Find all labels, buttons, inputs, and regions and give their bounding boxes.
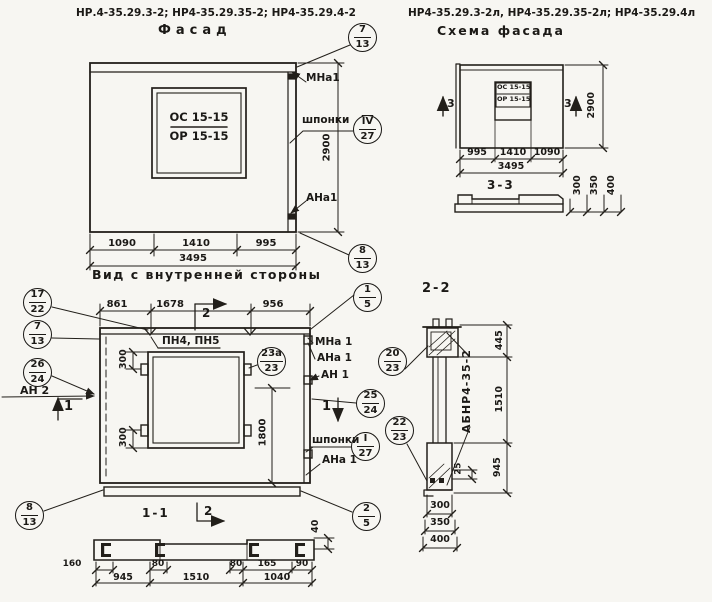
inner-flag-2-bot: 2 [204,504,213,518]
callout-I-27 [351,432,380,461]
scheme-section-mark-left: 3 [447,97,455,110]
inner-dimensions [100,304,310,483]
callout-den: 23 [264,363,279,374]
s11-dim-1510: 1510 [182,572,210,583]
callout-num: 23а [260,349,283,362]
callout-2-5 [352,502,381,531]
facade-dim-left: 1090 [108,238,136,249]
facade-dim-mid: 1410 [182,238,210,249]
callout-den: 13 [355,260,370,271]
inner-dim-top-mid: 1678 [156,299,184,310]
s11-dim-160: 160 [62,559,82,569]
inner-dim-1800: 1800 [257,418,269,447]
scheme-profile-dim-400: 400 [605,175,617,196]
s11-dim-80a: 80 [151,559,165,569]
callout-num: 17 [29,290,46,303]
callout-den: 27 [358,448,373,459]
scheme-profile-dim-300: 300 [571,175,583,196]
scheme-dim-height: 2900 [585,92,597,119]
callout-num: 7 [354,25,371,38]
inner-label-an2: АН 2 [20,384,50,397]
callout-num: 26 [29,360,46,373]
s11-dim-40: 40 [309,519,321,533]
inner-label-pn: ПН4, ПН5 [162,335,220,347]
scheme-dim-total: 3495 [497,161,525,172]
s11-dim-1040: 1040 [263,572,291,583]
inner-dim-300-bot: 300 [117,427,129,448]
s22-dim-300: 300 [430,500,450,511]
facade-panel [90,63,296,232]
inner-label-ana1: АНа 1 [317,352,352,364]
callout-num: 22 [391,418,408,431]
facade-label-ana1: АНа1 [306,192,338,204]
scheme-codes: НР4-35.29.3-2л, НР4-35.29.35-2л; НР4-35.29.4л [408,7,696,19]
callout-den: 13 [355,39,370,50]
s22-dim-945: 945 [491,457,503,478]
s22-dim-350: 350 [430,517,450,528]
inner-window [141,337,251,448]
callout-den: 5 [364,299,371,310]
facade-opening-mark-line2: ОР 15-15 [169,129,229,143]
scheme-section-mark-right: 3 [564,97,572,110]
inner-label-an1: АН 1 [321,369,349,381]
scheme-dim-right: 1090 [533,147,561,158]
callout-num: 8 [21,503,38,516]
facade-label-shponki: шпонки [302,114,350,126]
facade-codes: НР.4-35.29.3-2; НР4-35.29.35-2; НР4-35.29.4-2 [76,7,356,19]
inner-flag-1-left: 1 [64,399,74,414]
scheme-profile-3-3 [455,195,563,212]
callout-22-23 [385,416,414,445]
facade-label-mna1: МНа1 [306,72,340,84]
s22-dim-25: 25 [453,462,464,475]
callout-23a-23 [257,347,286,376]
callout-num: 2 [358,504,375,517]
scheme-dimensions [460,65,608,177]
section-2-2-dims [405,325,512,551]
inner-view-subtitle: Вид с внутренней стороны [92,267,322,282]
s22-label-abn: АБНР4-35-2 [459,349,473,434]
inner-label-shponki: шпонки [312,434,360,446]
callout-20-23 [378,347,407,376]
facade-title: Фасад [158,23,232,38]
facade-dim-total: 3495 [179,253,207,264]
callout-num: 7 [29,322,46,335]
callout-den: 22 [30,304,45,315]
inner-label-mna1: МНа 1 [315,336,353,348]
scheme-dim-mid: 1410 [499,147,527,158]
s11-dim-80b: 80 [229,559,243,569]
section-3-3-title: 3-3 [487,178,515,192]
section-2-2-title: 2-2 [422,281,452,296]
facade-opening-mark-line1: ОС 15-15 [169,110,229,124]
section-1-1-profile [94,540,314,560]
callout-den: 23 [385,363,400,374]
callout-26-24 [23,358,52,387]
callout-25-24 [356,389,385,418]
s22-dim-1510: 1510 [493,386,505,413]
callout-num: 20 [384,349,401,362]
callout-7-13-facade [348,23,377,52]
callout-1-5 [353,283,382,312]
callout-den: 24 [363,405,378,416]
s11-dim-90: 90 [295,559,309,569]
callout-den: 24 [30,374,45,385]
inner-label-ana1-low: АНа 1 [322,454,357,466]
callout-num: 8 [354,246,371,259]
s22-dim-445: 445 [493,330,505,351]
callout-8-13-facade [348,244,377,273]
facade-dim-right: 995 [255,238,277,249]
scheme-opening-mark-line2: ОР 15-15 [497,95,531,103]
section-1-1-title: 1-1 [142,506,170,520]
scheme-profile-dim-350: 350 [588,175,600,196]
inner-flag-2-top: 2 [202,306,211,320]
s22-dim-400: 400 [430,534,450,545]
scheme-opening-mark-line1: ОС 15-15 [497,83,531,91]
callout-den: 13 [30,336,45,347]
callout-num: $\overline{IV}$ [359,117,376,130]
inner-dim-top-right: 956 [262,299,284,310]
callout-den: 13 [22,517,37,528]
callout-17-22 [23,288,52,317]
scheme-dim-left: 995 [467,147,487,158]
callout-num: 25 [362,391,379,404]
callout-den: 23 [392,432,407,443]
s11-dim-165: 165 [257,559,277,569]
inner-dim-300-top: 300 [117,349,129,370]
callout-num: $\overline{I}$ [357,434,374,447]
callout-den: 5 [363,518,370,529]
callout-den: 27 [360,131,375,142]
s11-dim-945: 945 [113,572,133,583]
callout-num: 1 [359,285,376,298]
scheme-title: Схема фасада [437,23,565,38]
inner-dim-top-left: 861 [106,299,128,310]
inner-flag-1-right: 1 [322,399,332,414]
callout-8-13-inner [15,501,44,530]
callout-7-13-inner [23,320,52,349]
facade-dim-height: 2900 [321,133,333,162]
callout-IV-27-facade [353,115,382,144]
